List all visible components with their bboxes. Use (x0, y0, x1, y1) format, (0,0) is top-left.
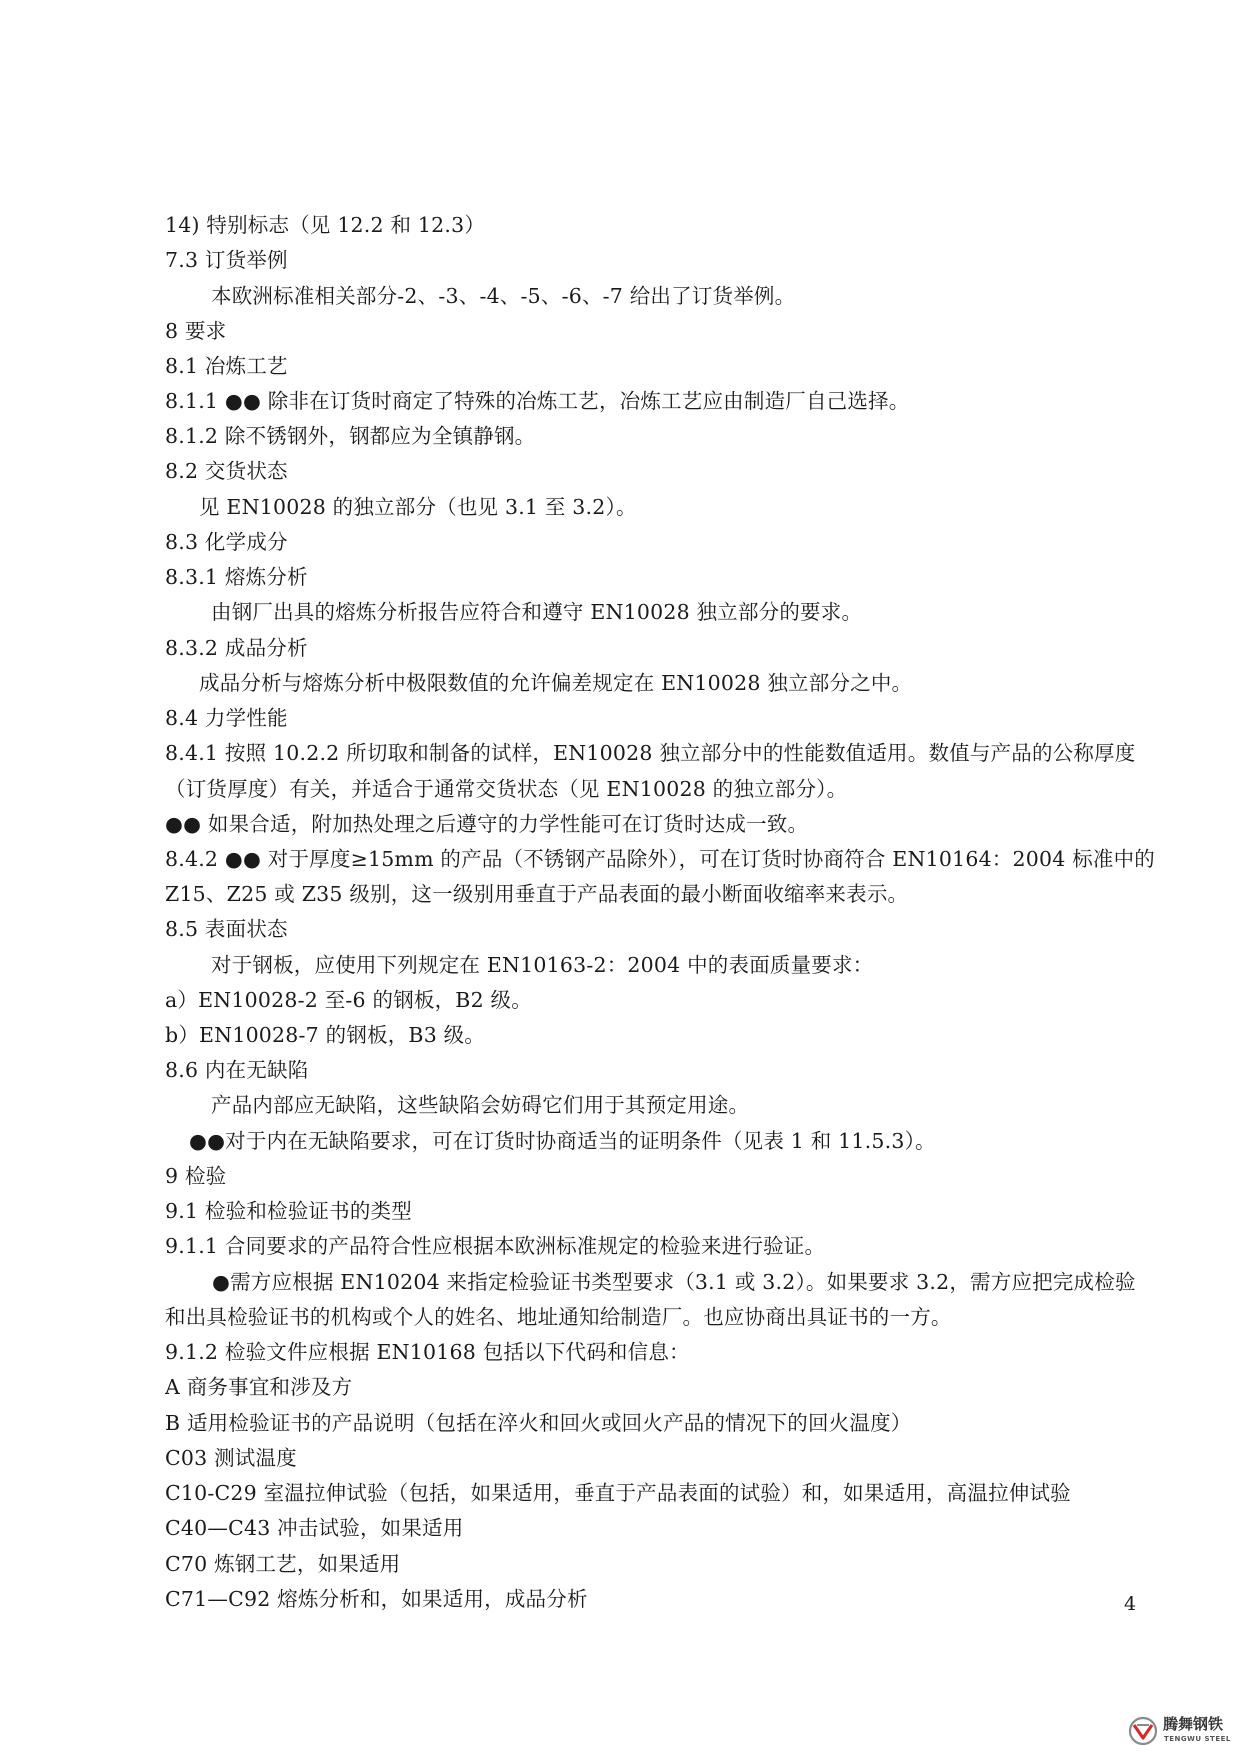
code-item-c03: C03 测试温度 (165, 1446, 297, 1470)
list-item-b: b）EN10028-7 的钢板，B3 级。 (165, 1023, 486, 1047)
paragraph-surface-condition: 对于钢板，应使用下列规定在 EN10163-2：2004 中的表面质量要求： (211, 953, 874, 977)
paragraph-certificate-type-line2: 和出具检验证书的机构或个人的姓名、地址通知给制造厂。也应协商出具证书的一方。 (165, 1305, 952, 1329)
list-item-special-marking: 14) 特别标志（见 12.2 和 12.3） (165, 213, 486, 237)
logo-name-cn: 腾舞钢铁 (1163, 1715, 1224, 1733)
code-item-a: A 商务事宜和涉及方 (165, 1375, 353, 1399)
logo-name-en: TENGWU STEEL (1164, 1735, 1231, 1743)
paragraph-9-1-1: 9.1.1 合同要求的产品符合性应根据本欧洲标准规定的检验来进行验证。 (165, 1234, 826, 1258)
page-number: 4 (1124, 1593, 1137, 1615)
heading-8-1: 8.1 冶炼工艺 (165, 354, 288, 378)
paragraph-certificate-type-line1: ●需方应根据 EN10204 来指定检验证书类型要求（3.1 或 3.2）。如果要求 3.2，需方应把完成检验 (212, 1270, 1136, 1294)
company-logo (1128, 1712, 1240, 1754)
heading-7-3: 7.3 订货举例 (165, 248, 288, 272)
paragraph-product-analysis: 成品分析与熔炼分析中极限数值的允许偏差规定在 EN10028 独立部分之中。 (199, 671, 913, 695)
heading-8-3-2: 8.3.2 成品分析 (165, 636, 308, 660)
heading-9: 9 检验 (165, 1164, 227, 1188)
paragraph-internal-soundness: 产品内部应无缺陷，这些缺陷会妨碍它们用于其预定用途。 (211, 1093, 750, 1117)
heading-8-3-1: 8.3.1 熔炼分析 (165, 565, 308, 589)
heading-8-6: 8.6 内在无缺陷 (165, 1058, 309, 1082)
heading-8-5: 8.5 表面状态 (165, 917, 288, 941)
paragraph-delivery-condition: 见 EN10028 的独立部分（也见 3.1 至 3.2）。 (199, 495, 637, 519)
paragraph-order-example: 本欧洲标准相关部分-2、-3、-4、-5、-6、-7 给出了订货举例。 (211, 284, 796, 308)
paragraph-8-4-2-line1: 8.4.2 ●● 对于厚度≥15mm 的产品（不锈钢产品除外），可在订货时协商符合 EN10164：2004 标准中的 (165, 847, 1155, 871)
code-item-c10-c29: C10-C29 室温拉伸试验（包括，如果适用，垂直于产品表面的试验）和，如果适用，高温拉伸试验 (165, 1481, 1071, 1505)
heading-9-1: 9.1 检验和检验证书的类型 (165, 1199, 412, 1223)
paragraph-8-4-1-line2: （订货厚度）有关，并适合于通常交货状态（见 EN10028 的独立部分）。 (165, 777, 848, 801)
paragraph-additional-heat-treatment: ●● 如果合适，附加热处理之后遵守的力学性能可在订货时达成一致。 (165, 812, 809, 836)
steel-logo-icon (1128, 1716, 1158, 1746)
heading-8-3: 8.3 化学成分 (165, 530, 288, 554)
heading-8-4: 8.4 力学性能 (165, 706, 288, 730)
paragraph-8-1-1: 8.1.1 ●● 除非在订货时商定了特殊的冶炼工艺，冶炼工艺应由制造厂自己选择。 (165, 389, 910, 413)
heading-8-2: 8.2 交货状态 (165, 459, 288, 483)
paragraph-8-4-2-line2: Z15、Z25 或 Z35 级别，这一级别用垂直于产品表面的最小断面收缩率来表示。 (165, 882, 909, 906)
paragraph-8-4-1-line1: 8.4.1 按照 10.2.2 所切取和制备的试样，EN10028 独立部分中的性能数值适用。数值与产品的公称厚度 (165, 741, 1136, 765)
code-item-b: B 适用检验证书的产品说明（包括在淬火和回火或回火产品的情况下的回火温度） (165, 1411, 912, 1435)
code-item-c40-c43: C40—C43 冲击试验，如果适用 (165, 1516, 464, 1540)
paragraph-8-1-2: 8.1.2 除不锈钢外，钢都应为全镇静钢。 (165, 424, 536, 448)
list-item-a: a）EN10028-2 至-6 的钢板，B2 级。 (165, 988, 532, 1012)
heading-8: 8 要求 (165, 319, 227, 343)
paragraph-soundness-verification: ●●对于内在无缺陷要求，可在订货时协商适当的证明条件（见表 1 和 11.5.3）。 (189, 1129, 936, 1153)
paragraph-9-1-2: 9.1.2 检验文件应根据 EN10168 包括以下代码和信息： (165, 1340, 690, 1364)
code-item-c70: C70 炼钢工艺，如果适用 (165, 1552, 401, 1576)
paragraph-heat-analysis: 由钢厂出具的熔炼分析报告应符合和遵守 EN10028 独立部分的要求。 (211, 600, 863, 624)
code-item-c71-c92: C71—C92 熔炼分析和，如果适用，成品分析 (165, 1587, 588, 1611)
